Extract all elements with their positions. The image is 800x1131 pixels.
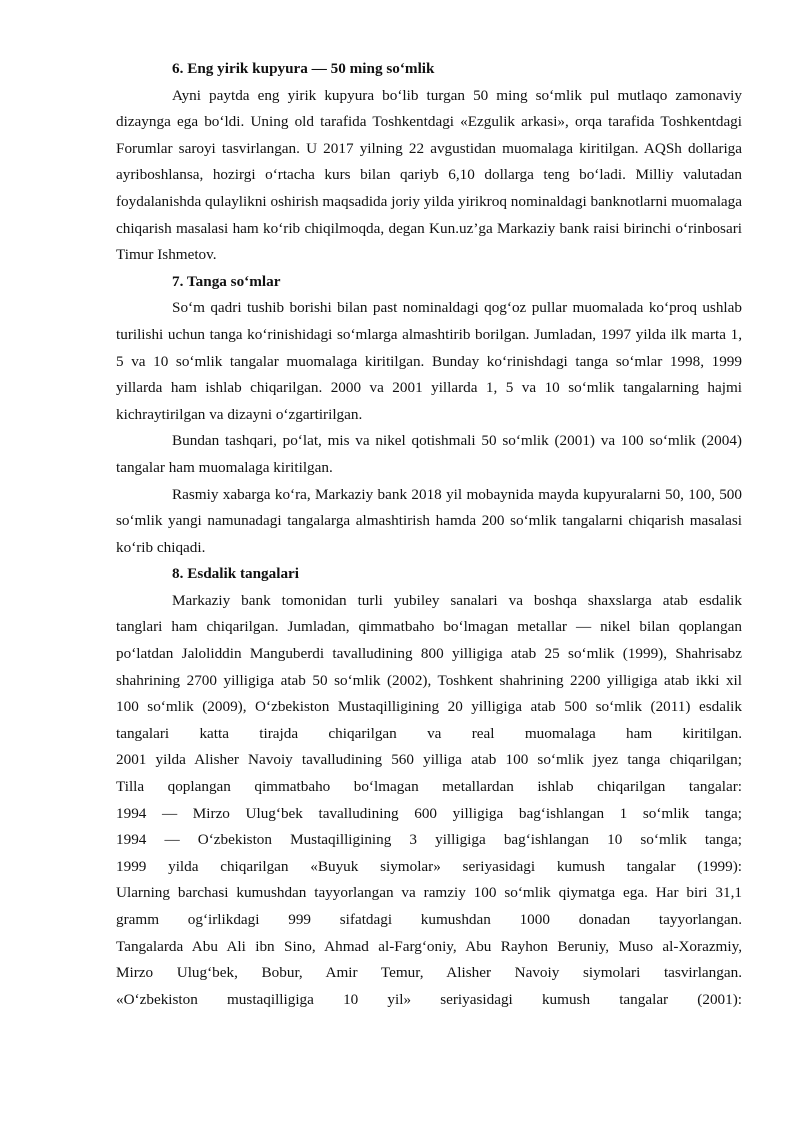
text-line: shahrining 2700 yilligiga atab 50 so‘mlik (2002), Toshkent shahrining 2200 yilligiga atab ikki xil — [116, 671, 742, 689]
text-line: Tilla qoplangan qimmatbaho bo‘lmagan metallardan ishlab chiqarilgan tangalar: — [116, 778, 742, 796]
text-line: Tangalarda Abu Ali ibn Sino, Ahmad al-Farg‘oniy, Abu Rayhon Beruniy, Muso al-Xorazmiy, — [116, 937, 742, 955]
paragraph: Bundan tashqari, po‘lat, mis va nikel qotishmali 50 so‘mlik (2001) va 100 so‘mlik (2004) tangalar ham muomalaga kiritilgan. — [116, 432, 742, 476]
paragraph: Rasmiy xabarga ko‘ra, Markaziy bank 2018 yil mobaynida mayda kupyuralarni 50, 100, 500 so‘mlik yangi namunadagi tangalarga almashtirish hamda 200 so‘mlik tangalarni chiqarish masalasi ko‘rib chiqadi. — [116, 485, 742, 556]
text-line: Mirzo Ulug‘bek, Bobur, Amir Temur, Alisher Navoiy siymolari tasvirlangan. — [116, 964, 742, 982]
text-line: tangalari katta tirajda chiqarilgan va real muomalaga ham kiritilgan. — [116, 724, 742, 742]
text-line: 1999 yilda chiqarilgan «Buyuk siymolar» seriyasidagi kumush tangalar (1999): — [116, 857, 742, 875]
text-line: po‘latdan Jaloliddin Manguberdi tavalludining 800 yilligiga atab 25 so‘mlik (1999), Shahrisabz — [116, 645, 742, 663]
paragraph: So‘m qadri tushib borishi bilan past nominaldagi qog‘oz pullar muomalada ko‘proq ushlab turilishi uchun tanga ko‘rinishidagi so‘mlarga almashtirib borilgan. Jumladan, 1997 yilda ilk marta 1, 5 va 10 so‘mlik tangalar muomalaga kiritilgan. Bunday ko‘rinishdagi tanga so‘mlar 1998, 1999 yillarda ham ishlab chiqarilgan. 2000 va 2001 yillarda 1, 5 va 10 so‘mlik tangalarning hajmi kichraytirilgan va dizayni o‘zgartirilgan. — [116, 299, 742, 423]
text-line: gramm og‘irlikdagi 999 sifatdagi kumushdan 1000 donadan tayyorlangan. — [116, 911, 742, 928]
text-line: 1994 — O‘zbekiston Mustaqilligining 3 yilligiga bag‘ishlangan 10 so‘mlik tanga; — [116, 831, 742, 849]
text-line: Markaziy bank tomonidan turli yubiley sanalari va boshqa shaxslarga atab esdalik — [172, 591, 742, 609]
paragraph-commemorative — [116, 588, 742, 1014]
text-line: Ularning barchasi kumushdan tayyorlangan va ramziy 100 so‘mlik qiymatga ega. Har biri 31,1 — [116, 884, 742, 902]
text-line: tanglari ham chiqarilgan. Jumladan, qimmatbaho bo‘lmagan metallar — nikel bilan qoplangan — [116, 618, 742, 636]
text-line: 100 so‘mlik (2009), O‘zbekiston Mustaqilligining 20 yilligiga atab 500 so‘mlik (2011) esdalik — [116, 698, 742, 716]
document-body — [116, 56, 742, 1013]
section-heading-7: 7. Tanga so‘mlar — [172, 272, 281, 290]
paragraph: Ayni paytda eng yirik kupyura bo‘lib turgan 50 ming so‘mlik pul mutlaqo zamonaviy dizaynga ega bo‘ldi. Uning old tarafida Toshkentdagi «Ezgulik arkasi», orqa tarafida Toshkentdagi Forumlar saroyi tasvirlangan. U 2017 yilning 22 avgustidan muomalaga kiritilgan. AQSh dollariga ayriboshlansa, hozirgi o‘rtacha kurs bilan qariyb 6,10 dollarga teng bo‘ladi. Milliy valutadan foydalanishda qulaylikni oshirish maqsadida joriy yilda yirikroq nominaldagi banknotlarni muomalaga chiqarish masalasi ham ko‘rib chiqilmoqda, degan Kun.uz’ga Markaziy bank raisi birinchi o‘rinbosari Timur Ishmetov. — [116, 86, 742, 264]
section-heading-6: 6. Eng yirik kupyura — 50 ming so‘mlik — [172, 60, 435, 77]
section-heading-8: 8. Esdalik tangalari — [172, 565, 300, 583]
text-line: «O‘zbekiston mustaqilligiga 10 yil» seriyasidagi kumush tangalar (2001): — [116, 990, 742, 1008]
text-line: 2001 yilda Alisher Navoiy tavalludining 560 yilliga atab 100 so‘mlik jyez tanga chiqarilgan; — [116, 751, 742, 769]
text-line: 1994 — Mirzo Ulug‘bek tavalludining 600 yilligiga bag‘ishlangan 1 so‘mlik tanga; — [116, 804, 742, 822]
